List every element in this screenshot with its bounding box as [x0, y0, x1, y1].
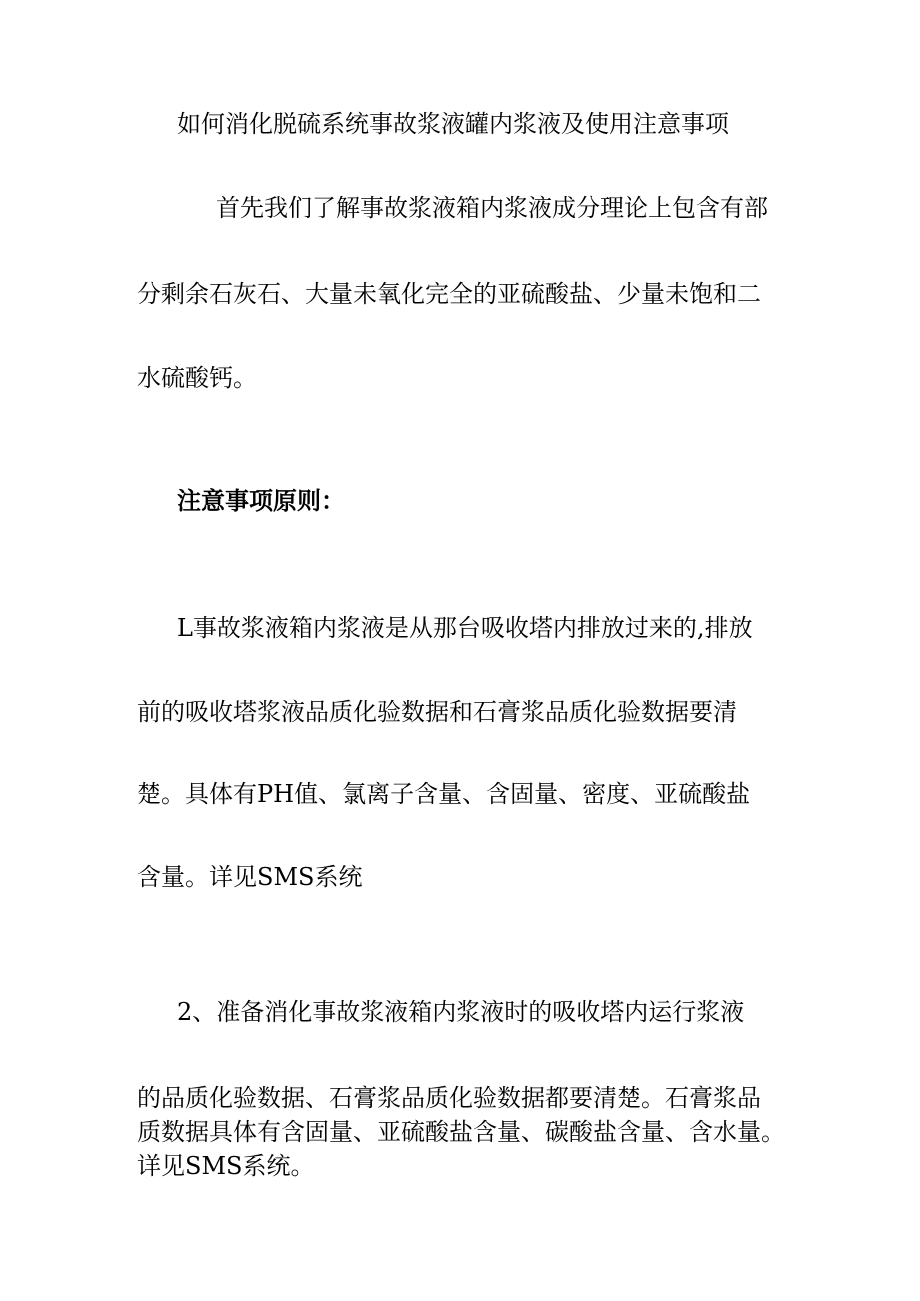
item1-line-3: 楚。具体有PH值、氯离子含量、含固量、密度、亚硫酸盐: [137, 780, 751, 808]
intro-line-2: 分剩余石灰石、大量未氧化完全的亚硫酸盐、少量未饱和二: [137, 280, 761, 308]
section-heading: 注意事项原则：: [177, 486, 345, 515]
item1-line-1: L事故浆液箱内浆液是从那台吸收塔内排放过来的,排放: [177, 614, 753, 642]
item1-line-2: 前的吸收塔浆液品质化验数据和石膏浆品质化验数据要清: [137, 698, 737, 726]
document-title: 如何消化脱硫系统事故浆液罐内浆液及使用注意事项: [177, 110, 729, 138]
item1-line-4: 含量。详见SMS系统: [137, 863, 363, 891]
item2-line-1: 2、准备消化事故浆液箱内浆液时的吸收塔内运行浆液: [177, 998, 745, 1026]
item2-line-2: 的品质化验数据、石膏浆品质化验数据都要清楚。石膏浆品: [137, 1084, 761, 1112]
intro-line-1: 首先我们了解事故浆液箱内浆液成分理论上包含有部: [216, 194, 768, 222]
intro-line-3: 水硫酸钙。: [137, 364, 257, 392]
item2-line-4: 详见SMS系统。: [137, 1152, 315, 1180]
item2-line-3: 质数据具体有含固量、亚硫酸盐含量、碳酸盐含量、含水量。: [137, 1118, 785, 1146]
